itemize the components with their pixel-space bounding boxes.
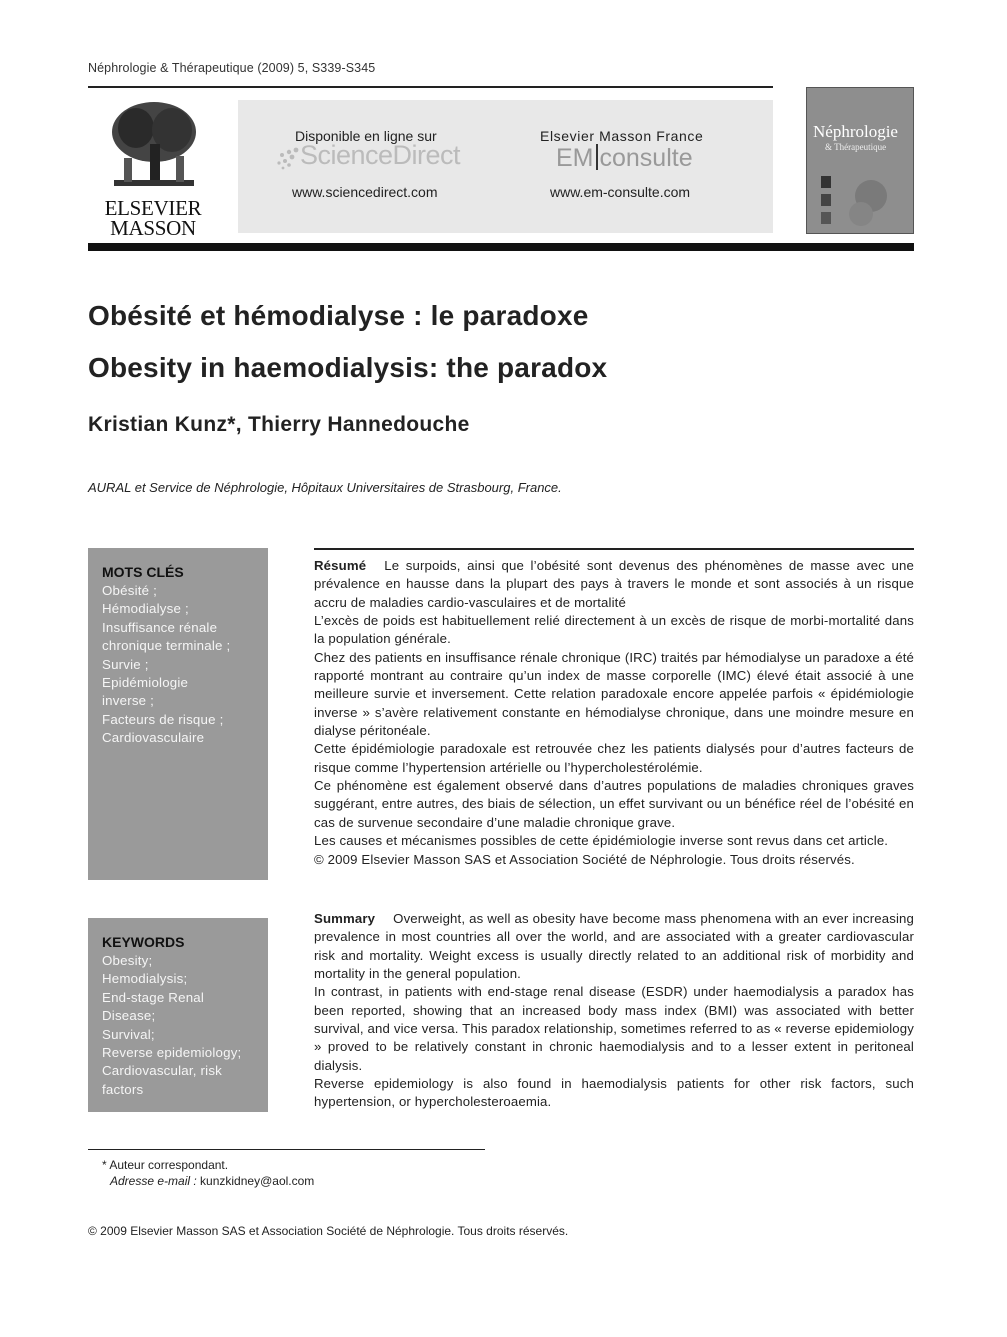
sciencedirect-logo[interactable]: ScienceDirect [300,140,461,170]
keyword-item: Cardiovasculaire [102,730,205,746]
summary-abstract [314,910,914,1112]
resume-paragraph: Chez des patients en insuffisance rénale chronique (IRC) traités par hémodialyse un paradoxe a été rapporté montrant au contraire qu’un index de masse corporelle (IMC) élevé était associé à une meilleure survie et inversement. Cette relation paradoxale encore appelée parfois « épidémiologie inverse » s’avère relativement constante en hémodialyse chronique, dans une moindre mesure en dialyse péritonéale. [314,649,914,739]
footnote-email-line [110,1174,314,1188]
abstract-rule [314,548,914,550]
resume-paragraph: Le surpoids, ainsi que l’obésité sont devenus des phénomènes de masse avec une prévalence en hausse dans la plupart des pays à travers le monde et sont associés à un risque accru de maladies cardio-vasculaires et de mortalité [314,558,914,610]
summary-paragraph: Overweight, as well as obesity have become mass phenomena with an ever increasing prevalence in most countries all over the world, and are associated with a greater cardiovascular risk and mortality. Weight excess is usually directly related to an additional risk of morbidity and mortality in the general population. [314,911,914,982]
keyword-item: Facteurs de risque ; [102,711,224,727]
resume-label: Résumé [314,558,367,573]
keyword-item: Cardiovascular, risk [102,1063,223,1079]
sciencedirect-url[interactable]: www.sciencedirect.com [292,184,438,200]
summary-paragraph: In contrast, in patients with end-stage renal disease (ESDR) under haemodialysis a paradox has been reported, showing that an increased body mass index (BMI) was associated with better survival, and vice versa. This paradox relationship, sometimes referred to as « reverse epidemiology » proved to be relatively constant in chronic haemodialysis and to a lesser extent in peritoneal dialysis. [314,984,914,1073]
cover-decoration-icon [821,176,905,230]
email-label: Adresse e-mail : [110,1174,197,1188]
author-affiliation: AURAL et Service de Néphrologie, Hôpitaux Universitaires de Strasbourg, France. [88,480,562,495]
keyword-item: Disease; [102,1008,156,1024]
cover-title: Néphrologie [813,122,898,141]
page-footer-copyright: © 2009 Elsevier Masson SAS et Association Société de Néphrologie. Tous droits réservés. [88,1224,569,1238]
resume-paragraph: Les causes et mécanismes possibles de cette épidémiologie inverse sont revus dans cet article. [314,833,889,849]
footnote-corresponding: * Auteur correspondant. [102,1158,229,1172]
keyword-item: Insuffisance rénale [102,619,218,635]
header-rule [88,86,773,88]
keyword-item: End-stage Renal [102,989,205,1005]
resume-copyright: © 2009 Elsevier Masson SAS et Association Société de Néphrologie. Tous droits réservés. [314,851,855,867]
keyword-item: Hemodialysis; [102,971,188,987]
availability-banner [238,100,773,233]
cover-subtitle: & Thérapeutique [825,142,887,152]
resume-abstract [314,557,914,869]
keyword-item: Obésité ; [102,583,158,598]
emconsulte-url[interactable]: www.em-consulte.com [550,184,691,200]
emconsulte-logo[interactable] [556,144,693,173]
logo-text-masson: MASSON [110,216,196,240]
keyword-item: chronique terminale ; [102,638,231,654]
keywords-fr-heading: MOTS CLÉS [102,564,184,580]
resume-paragraph: Ce phénomène est également observé dans d’autres populations de maladies chroniques graves suggérant, entre autres, des biais de sélection, un effet survivant ou un bénéfice réel de l’obésité en cas de survenue secondaire d’une maladie chronique grave. [314,778,914,830]
article-title-en: Obesity in haemodialysis: the paradox [88,352,608,383]
journal-cover-thumbnail[interactable] [806,87,914,234]
keyword-item: factors [102,1081,144,1097]
keyword-item: Obesity; [102,953,153,968]
keywords-en-box [88,918,268,1112]
summary-label: Summary [314,911,376,926]
header-thick-rule [88,243,914,251]
keywords-fr-box [88,548,268,880]
footnote-rule [88,1149,485,1150]
keyword-item: Epidémiologie [102,675,189,691]
resume-paragraph: L’excès de poids est habituellement relié directement à un excès de risque de morbi-mortalité dans la population générale. [314,613,914,647]
publisher-name: Elsevier Masson France [540,128,704,144]
tree-logo-icon [106,100,201,192]
email-link[interactable]: kunzkidney@aol.com [200,1174,315,1188]
keyword-item: Survie ; [102,656,149,672]
available-online-text: Disponible en ligne sur [295,128,437,144]
logo-text-elsevier: ELSEVIER [104,196,202,220]
summary-paragraph: Reverse epidemiology is also found in haemodialysis patients for other risk factors, such hypertension, or hypercholesteroaemia. [314,1076,914,1110]
emconsulte-logo-em: EM [556,144,594,172]
keyword-item: Hémodialyse ; [102,601,189,617]
keyword-item: Survival; [102,1026,155,1042]
resume-paragraph: Cette épidémiologie paradoxale est retrouvée chez les patients dialysés pour d’autres facteurs de risque comme l’hypertension artérielle ou l’hypercholestérolémie. [314,741,914,775]
logo-divider [596,144,598,170]
journal-citation: Néphrologie & Thérapeutique (2009) 5, S339-S345 [88,61,376,75]
sciencedirect-dots-icon [276,146,302,172]
article-authors: Kristian Kunz*, Thierry Hannedouche [88,413,470,436]
keyword-item: inverse ; [102,693,155,709]
emconsulte-logo-rest: consulte [599,144,693,172]
article-title-fr: Obésité et hémodialyse : le paradoxe [88,300,589,331]
keyword-item: Reverse epidemiology; [102,1045,242,1061]
keywords-en-heading: KEYWORDS [102,934,185,950]
elsevier-masson-logo[interactable] [88,100,218,240]
